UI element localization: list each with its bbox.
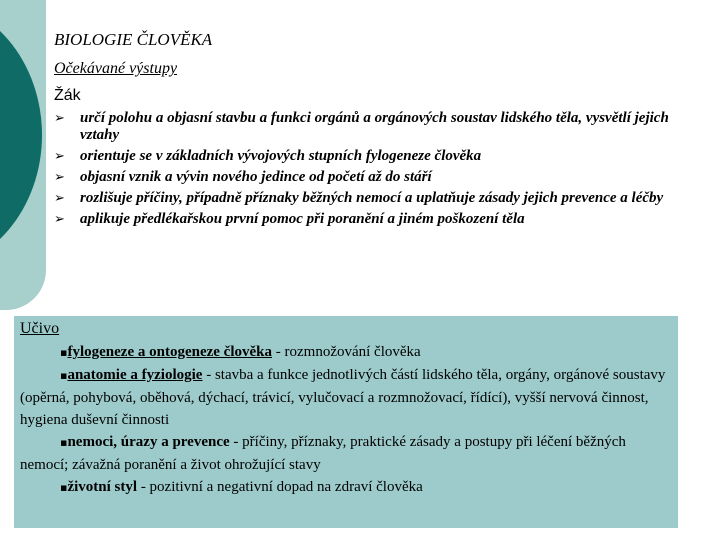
square-bullet-icon: ▪ [60, 369, 68, 382]
arrow-bullet-icon: ➢ [54, 111, 65, 126]
curriculum-term: anatomie a fyziologie [67, 367, 203, 383]
curriculum-term: nemoci, úrazy a prevence [67, 434, 230, 450]
curriculum-item [20, 364, 670, 431]
square-bullet-icon: ▪ [60, 346, 68, 359]
section-subtitle: Očekávané výstupy [54, 60, 178, 77]
arrow-bullet-icon: ➢ [54, 212, 65, 227]
page-title: BIOLOGIE ČLOVĚKA [54, 30, 213, 49]
pupil-label: Žák [54, 87, 81, 104]
curriculum-item [20, 341, 670, 364]
curriculum-desc: - pozitivní a negativní dopad na zdraví člověka [137, 479, 423, 495]
curriculum-item [20, 476, 670, 499]
curriculum-item [20, 431, 670, 476]
curriculum-desc: - příčiny, příznaky, praktické zásady a postupy při léčení běžných nemocí; závažná poranění a život ohrožující stavy [20, 434, 626, 473]
outcome-text: aplikuje předlékařskou první pomoc při poranění a jiném poškození těla [80, 211, 525, 227]
outcome-text: rozlišuje příčiny, případně příznaky běžných nemocí a uplatňuje zásady jejich prevence a léčby [80, 190, 664, 206]
list-item [54, 110, 694, 144]
curriculum-term: životní styl [67, 479, 138, 495]
list-item [54, 148, 694, 165]
curriculum-box [14, 316, 678, 528]
curriculum-heading: Učivo [20, 320, 60, 337]
outcome-text: objasní vznik a vývin nového jedince od početí až do stáří [80, 169, 432, 185]
curriculum-desc: - stavba a funkce jednotlivých částí lidského těla, orgány, orgánové soustavy (opěrná, pohybová, oběhová, dýchací, trávicí, vylučovací a rozmnožovací, řídící), vyšší nervová činnost, hygiena duševní činnosti [20, 367, 666, 428]
outcome-text: orientuje se v základních vývojových stupních fylogeneze člověka [80, 148, 482, 164]
curriculum-desc: - rozmnožování člověka [272, 344, 421, 360]
arrow-bullet-icon: ➢ [54, 191, 65, 206]
outcomes-list [54, 110, 694, 232]
list-item [54, 190, 694, 207]
curriculum-term: fylogeneze a ontogeneze člověka [67, 344, 272, 360]
square-bullet-icon: ▪ [60, 436, 68, 449]
list-item [54, 169, 694, 186]
outcome-text: určí polohu a objasní stavbu a funkci orgánů a orgánových soustav lidského těla, vysvětlí jejich vztahy [80, 110, 669, 143]
list-item [54, 211, 694, 228]
arrow-bullet-icon: ➢ [54, 149, 65, 164]
arrow-bullet-icon: ➢ [54, 170, 65, 185]
square-bullet-icon: ▪ [60, 481, 68, 494]
